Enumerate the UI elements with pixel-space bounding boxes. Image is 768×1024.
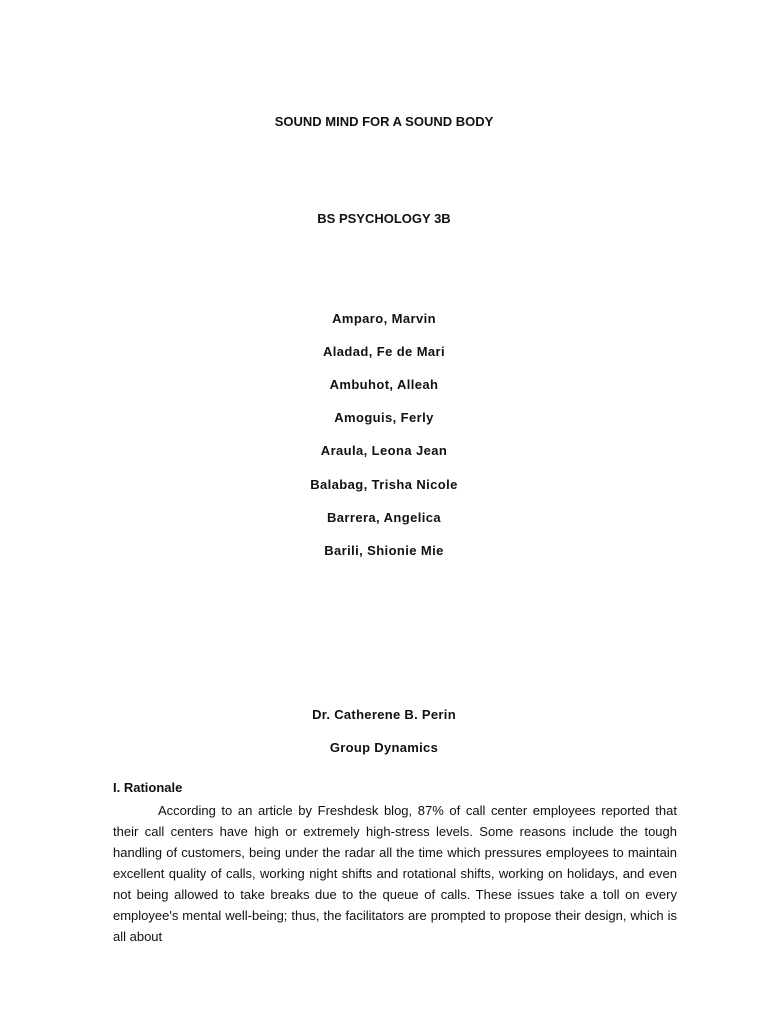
member-name: Balabag, Trisha Nicole [310, 477, 458, 492]
course-label: BS PSYCHOLOGY 3B [317, 211, 451, 226]
member-name: Aladad, Fe de Mari [322, 344, 446, 359]
subject-name: Group Dynamics [329, 740, 439, 755]
member-name: Araula, Leona Jean [320, 443, 448, 458]
member-name: Amoguis, Ferly [334, 410, 434, 425]
member-name: Barrera, Angelica [327, 510, 441, 525]
document-title: SOUND MIND FOR A SOUND BODY [274, 114, 494, 129]
member-name: Amparo, Marvin [332, 311, 436, 326]
member-name: Barili, Shionie Mie [324, 543, 444, 558]
member-name: Ambuhot, Alleah [329, 377, 439, 392]
rationale-paragraph: According to an article by Freshdesk blog, 87% of call center employees reported that their call centers have high or extremely high-stress levels. Some reasons include the tough handling of customers, being under the radar all the time which pressures employees to maintain excellent quality of calls, working night shifts and rotational shifts, working on holidays, and even not being allowed to take breaks due to the queue of calls. These issues take a toll on every employee's mental well-being; thus, the facilitators are prompted to propose their design, which is all about [113, 803, 677, 944]
advisor-name: Dr. Catherene B. Perin [312, 707, 456, 722]
section-heading: I. Rationale [113, 780, 183, 795]
